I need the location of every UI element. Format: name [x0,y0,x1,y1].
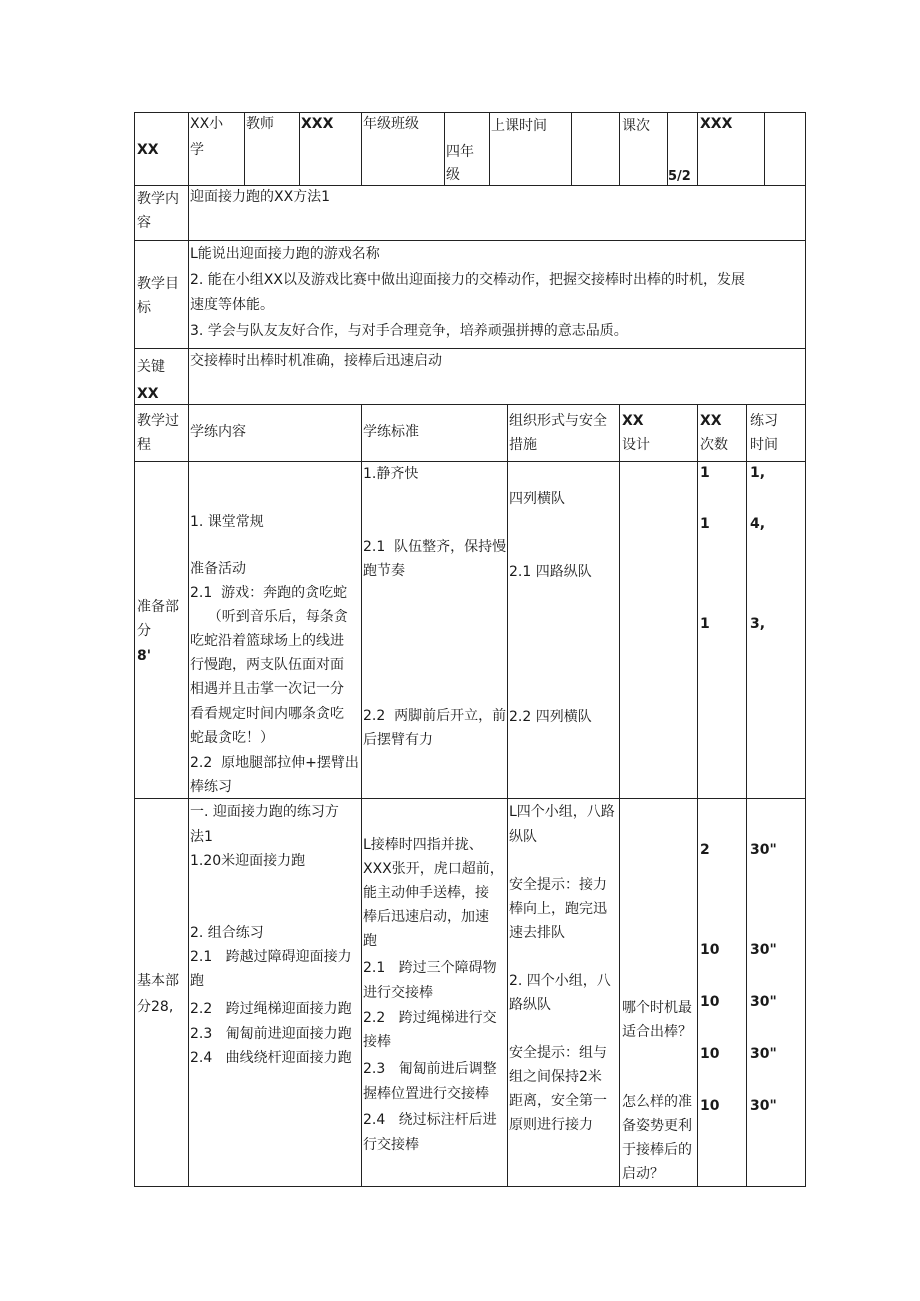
prep-standard-1: 1.静齐快 [363,466,419,482]
basic-content-7: 2.2 跨过绳梯迎面接力跑 [190,1001,352,1017]
basic-content-3: 1.20米迎面接力跑 [190,853,306,869]
prep-content-7: 相遇并且击掌一次记一分 [190,681,344,697]
prep-org-3: 2.2 四列横队 [509,709,592,725]
basic-standard-10: 2.3 匍匐前进后调整 [363,1061,497,1077]
basic-standard-11: 握棒位置进行交接棒 [363,1086,489,1102]
basic-count-2: 10 [700,942,720,958]
prep-count-3: 1 [700,616,710,632]
basic-content-6: 跑 [190,973,204,989]
prep-org-2: 2.1 四路纵队 [509,564,592,580]
content-label-line2: 容 [137,215,151,231]
basic-standard-2: XXX张开，虎口超前， [363,861,504,877]
basic-count-1: 2 [700,842,710,858]
goal-1: L能说出迎面接力跑的游戏名称 [190,246,380,262]
grade-value-line2: 级 [446,167,460,183]
lesson-label: 课次 [622,118,650,134]
col-time-line1: 练习 [750,413,778,429]
basic-org-7: 路纵队 [509,997,551,1013]
grade-label: 年级班级 [363,116,419,132]
basic-standard-6: 2.1 跨过三个障碍物 [363,960,497,976]
basic-org-8: 安全提示：组与 [509,1045,607,1061]
basic-design-6: 启动？ [622,1166,664,1182]
prep-content-1: 1. 课堂常规 [190,514,264,530]
basic-time-2: 30" [750,942,777,958]
col-content: 学练内容 [190,424,246,440]
basic-label-line2: 分28, [137,999,174,1015]
basic-org-6: 2. 四个小组，八 [509,973,611,989]
basic-standard-5: 跑 [363,933,377,949]
col-process-line1: 教学过 [137,413,179,429]
col-design-line1: XX [622,413,644,429]
teacher-value: XXX [301,116,334,132]
basic-org-11: 原则进行接力 [509,1117,593,1133]
basic-standard-7: 进行交接棒 [363,985,433,1001]
basic-design-2: 适合出棒？ [622,1024,692,1040]
basic-standard-13: 行交接棒 [363,1137,419,1153]
prep-content-4: （听到音乐后，每条贪 [190,609,348,625]
basic-standard-9: 接棒 [363,1034,391,1050]
basic-org-2: 纵队 [509,829,537,845]
class-time-label: 上课时间 [491,118,547,134]
basic-content-1: 一. 迎面接力跑的练习方 [190,804,339,820]
goals-label-line1: 教学目 [137,276,179,292]
prep-time-2: 4, [750,516,766,532]
basic-standard-4: 棒后迅速启动，加速 [363,909,489,925]
prep-content-10: 2.2 原地腿部拉伸+摆臂出 [190,755,359,771]
basic-org-1: L四个小组，八路 [509,804,615,820]
prep-label-line3: 8' [137,648,152,664]
basic-org-5: 速去排队 [509,925,565,941]
prep-count-1: 1 [700,465,710,481]
prep-standard-4: 2.2 两脚前后开立，前 [363,708,507,724]
goals-label-line2: 标 [137,300,151,316]
basic-standard-3: 能主动伸手送棒，接 [363,885,489,901]
basic-org-4: 棒向上，跑完迅 [509,901,607,917]
lesson-value: 5/2 [668,169,691,184]
basic-count-4: 10 [700,1046,720,1062]
content-text: 迎面接力跑的XX方法1 [190,189,331,205]
prep-standard-3: 跑节奏 [363,563,405,579]
basic-count-5: 10 [700,1098,720,1114]
prep-content-8: 看看规定时间内哪条贪吃 [190,706,344,722]
school-code: XX [137,142,159,158]
basic-standard-1: L接棒时四指并拢、 [363,837,483,853]
goal-3: 3. 学会与队友友好合作，与对手合理竞争，培养顽强拼搏的意志品质。 [190,323,628,339]
lesson-extra: XXX [700,116,733,132]
prep-time-3: 3, [750,616,766,632]
prep-content-11: 棒练习 [190,779,232,795]
basic-design-5: 于接棒后的 [622,1142,692,1158]
prep-org-1: 四列横队 [509,491,565,507]
prep-standard-2: 2.1 队伍整齐，保持慢 [363,539,507,555]
basic-time-3: 30" [750,994,777,1010]
prep-count-2: 1 [700,516,710,532]
basic-org-3: 安全提示：接力 [509,877,607,893]
basic-label-line1: 基本部 [137,973,179,989]
basic-design-3: 怎么样的准 [622,1094,692,1110]
prep-content-6: 行慢跑，两支队伍面对面 [190,657,344,673]
col-count-line1: XX [700,413,722,429]
col-organization-line1: 组织形式与安全 [509,413,607,429]
basic-standard-8: 2.2 跨过绳梯进行交 [363,1010,497,1026]
prep-content-2: 准备活动 [190,561,246,577]
basic-content-9: 2.4 曲线绕杆迎面接力跑 [190,1050,352,1066]
prep-label-line1: 准备部 [137,599,179,615]
prep-label-line2: 分 [137,623,151,639]
grade-value-line1: 四年 [446,144,474,160]
basic-time-4: 30" [750,1046,777,1062]
basic-content-2: 法1 [190,829,213,845]
basic-design-4: 备姿势更利 [622,1118,692,1134]
prep-content-3: 2.1 游戏：奔跑的贪吃蛇 [190,585,348,601]
basic-content-4: 2. 组合练习 [190,925,264,941]
school-name-line1: XX小 [190,116,224,132]
goal-2-line2: 速度等体能。 [190,297,274,313]
key-label-line2: XX [137,386,159,402]
basic-time-1: 30" [750,842,777,858]
key-text: 交接棒时出棒时机准确，接棒后迅速启动 [190,353,442,369]
prep-standard-5: 后摆臂有力 [363,732,433,748]
basic-content-5: 2.1 跨越过障碍迎面接力 [190,949,352,965]
basic-count-3: 10 [700,994,720,1010]
basic-content-8: 2.3 匍匐前进迎面接力跑 [190,1026,352,1042]
key-label-line1: 关键 [137,359,165,375]
school-name-line2: 学 [190,142,204,158]
col-standard: 学练标准 [363,424,419,440]
col-process-line2: 程 [137,437,151,453]
col-count-line2: 次数 [700,437,728,453]
content-label-line1: 教学内 [137,191,179,207]
basic-design-1: 哪个时机最 [622,1000,692,1016]
col-design-line2: 设计 [622,437,650,453]
prep-time-1: 1, [750,465,766,481]
basic-standard-12: 2.4 绕过标注杆后进 [363,1112,497,1128]
prep-content-9: 蛇最贪吃！） [190,730,274,746]
teacher-label: 教师 [246,116,274,132]
goal-2-line1: 2. 能在小组XX以及游戏比赛中做出迎面接力的交棒动作，把握交接棒时出棒的时机，发展 [190,272,745,288]
basic-org-10: 距离，安全第一 [509,1093,607,1109]
col-time-line2: 时间 [750,437,778,453]
basic-org-9: 组之间保持2米 [509,1069,602,1085]
basic-time-5: 30" [750,1098,777,1114]
col-organization-line2: 措施 [509,437,537,453]
prep-content-5: 吃蛇沿着篮球场上的线进 [190,633,344,649]
